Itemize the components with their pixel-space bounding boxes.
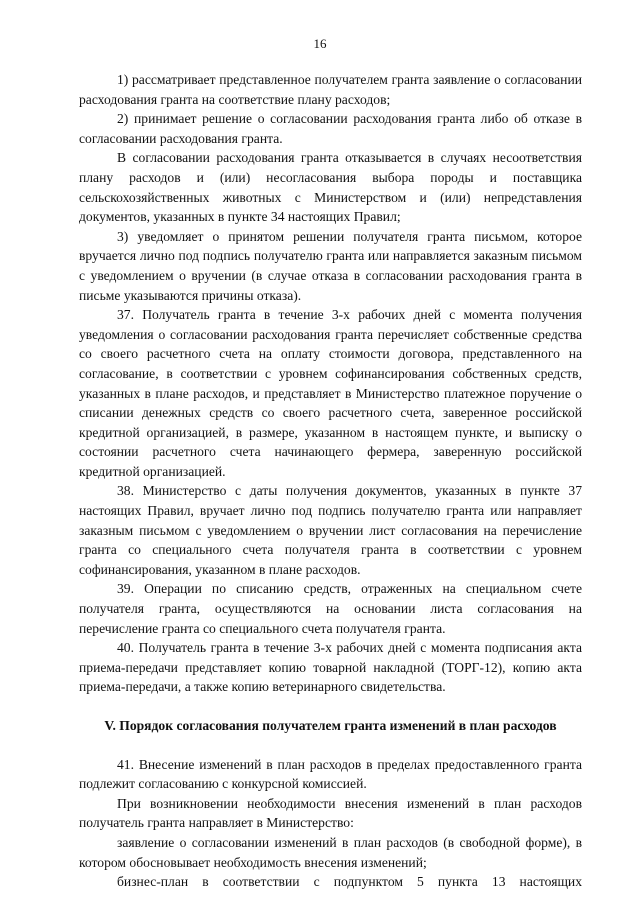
page-number: 16	[313, 36, 327, 51]
paragraph: 40. Получатель гранта в течение 3-х рабочих дней с момента подписания акта приема-передачи представляет копию товарной накладной (ТОРГ-12), копию акта приема-передачи, а также копию ветеринарного свидетельства.	[79, 640, 582, 695]
paragraph: При возникновении необходимости внесения изменений в план расходов получатель гранта направляет в Министерство:	[79, 795, 582, 831]
paragraph: 39. Операции по списанию средств, отраженных на специальном счете получателя гранта, осуществляются на основании листа согласования на перечисление гранта со специального счета получателя гранта.	[79, 581, 582, 636]
paragraph: 41. Внесение изменений в план расходов в пределах предоставленного гранта подлежит согласованию с конкурсной комиссией.	[79, 756, 582, 792]
section-heading: V. Порядок согласования получателем гранта изменений в план расходов	[104, 718, 557, 733]
paragraph: В согласовании расходования гранта отказывается в случаях несоответствия плану расходов и (или) несогласования выбора породы и поставщика сельскохозяйственных животных с Министерством и (или) непредставления документов, указанных в пункте 34 настоящих Правил;	[79, 150, 582, 225]
paragraph: 3) уведомляет о принятом решении получателя гранта письмом, которое вручается лично под подпись получателю гранта или направляется заказным письмом с уведомлением о вручении (в случае отказа в согласовании расходования гранта в письме указываются причины отказа).	[79, 228, 582, 303]
paragraph: бизнес-план в соответствии с подпунктом 5 пункта 13 настоящих	[117, 874, 582, 890]
paragraph: 38. Министерство с даты получения документов, указанных в пункте 37 настоящих Правил, вручает лично под подпись получателю гранта или направляет заказным письмом с уведомлением о вручении лист согласования на перечисление гранта со специального счета получателя гранта в соответствии с уровнем софинансирования, указанном в плане расходов.	[79, 483, 582, 577]
paragraph: 37. Получатель гранта в течение 3-х рабочих дней с момента получения уведомления о согласовании расходования гранта перечисляет собственные средства со своего расчетного счета на оплату стоимости договора, представленного на согласование, в соответствии с уровнем софинансирования собственных средств, указанных в плане расходов, и представляет в Министерство платежное поручение о списании денежных средств со своего расчетного счета, заверенное российской кредитной организацией, в размере, указанном в настоящем пункте, и выписку о состоянии расчетного счета начинающего фермера, заверенную российской кредитной организацией.	[79, 307, 582, 479]
document-body	[79, 70, 582, 892]
paragraph: 2) принимает решение о согласовании расходования гранта либо об отказе в согласовании расходования гранта.	[79, 111, 582, 146]
paragraph: заявление о согласовании изменений в план расходов (в свободной форме), в котором обосновывает необходимость внесения изменений;	[79, 834, 582, 870]
paragraph: 1) рассматривает представленное получателем гранта заявление о согласовании расходования гранта на соответствие плану расходов;	[79, 72, 582, 107]
